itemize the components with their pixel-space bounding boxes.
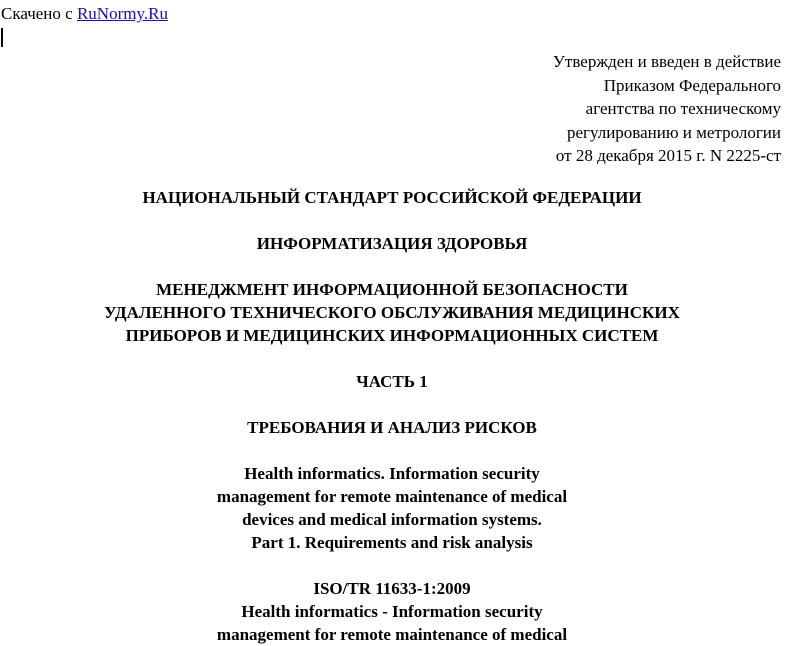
main-title-heading bbox=[0, 278, 784, 347]
english-title-line-1: Health informatics. Information security bbox=[244, 464, 540, 483]
approval-line-5: от 28 декабря 2015 г. N 2225-ст bbox=[555, 146, 781, 165]
english-title-line-4: Part 1. Requirements and risk analysis bbox=[251, 533, 533, 552]
english-title-line-3: devices and medical information systems. bbox=[242, 510, 542, 529]
iso-reference-block bbox=[0, 577, 784, 646]
main-title-line-3: ПРИБОРОВ И МЕДИЦИНСКИХ ИНФОРМАЦИОННЫХ СИСТЕМ bbox=[125, 326, 659, 345]
part-text: ЧАСТЬ 1 bbox=[356, 372, 428, 391]
approval-line-4: регулированию и метрологии bbox=[566, 122, 781, 142]
iso-title-line-1: Health informatics - Information security bbox=[241, 602, 543, 621]
standard-type-text: НАЦИОНАЛЬНЫЙ СТАНДАРТ РОССИЙСКОЙ ФЕДЕРАЦИИ bbox=[142, 188, 642, 207]
approval-line-2: Приказом Федерального bbox=[603, 75, 781, 95]
part-heading bbox=[0, 370, 784, 393]
main-title-line-1: МЕНЕДЖМЕНТ ИНФОРМАЦИОННОЙ БЕЗОПАСНОСТИ bbox=[156, 280, 628, 299]
standard-type-heading bbox=[0, 186, 784, 209]
iso-reference-code: ISO/TR 11633-1:2009 bbox=[313, 579, 471, 598]
approval-line-3: агентства по техническому bbox=[585, 99, 781, 118]
series-title-heading bbox=[0, 232, 784, 255]
english-title-line-2: management for remote maintenance of medical bbox=[216, 487, 568, 506]
text-cursor bbox=[1, 28, 3, 47]
part-title-text: ТРЕБОВАНИЯ И АНАЛИЗ РИСКОВ bbox=[247, 418, 537, 437]
series-title-text: ИНФОРМАТИЗАЦИЯ ЗДОРОВЬЯ bbox=[256, 234, 528, 253]
part-title-heading bbox=[0, 416, 784, 439]
approval-block bbox=[553, 50, 781, 168]
main-title-line-2: УДАЛЕННОГО ТЕХНИЧЕСКОГО ОБСЛУЖИВАНИЯ МЕДИЦИНСКИХ bbox=[104, 303, 680, 322]
iso-title-line-2: management for remote maintenance of medical bbox=[216, 625, 568, 644]
download-source-line bbox=[1, 4, 168, 24]
approval-line-1: Утвержден и введен в действие bbox=[552, 52, 781, 71]
download-source-prefix: Скачено с bbox=[1, 4, 73, 23]
runormy-link[interactable]: RuNormy.Ru bbox=[76, 4, 168, 23]
english-title-block bbox=[0, 462, 784, 554]
